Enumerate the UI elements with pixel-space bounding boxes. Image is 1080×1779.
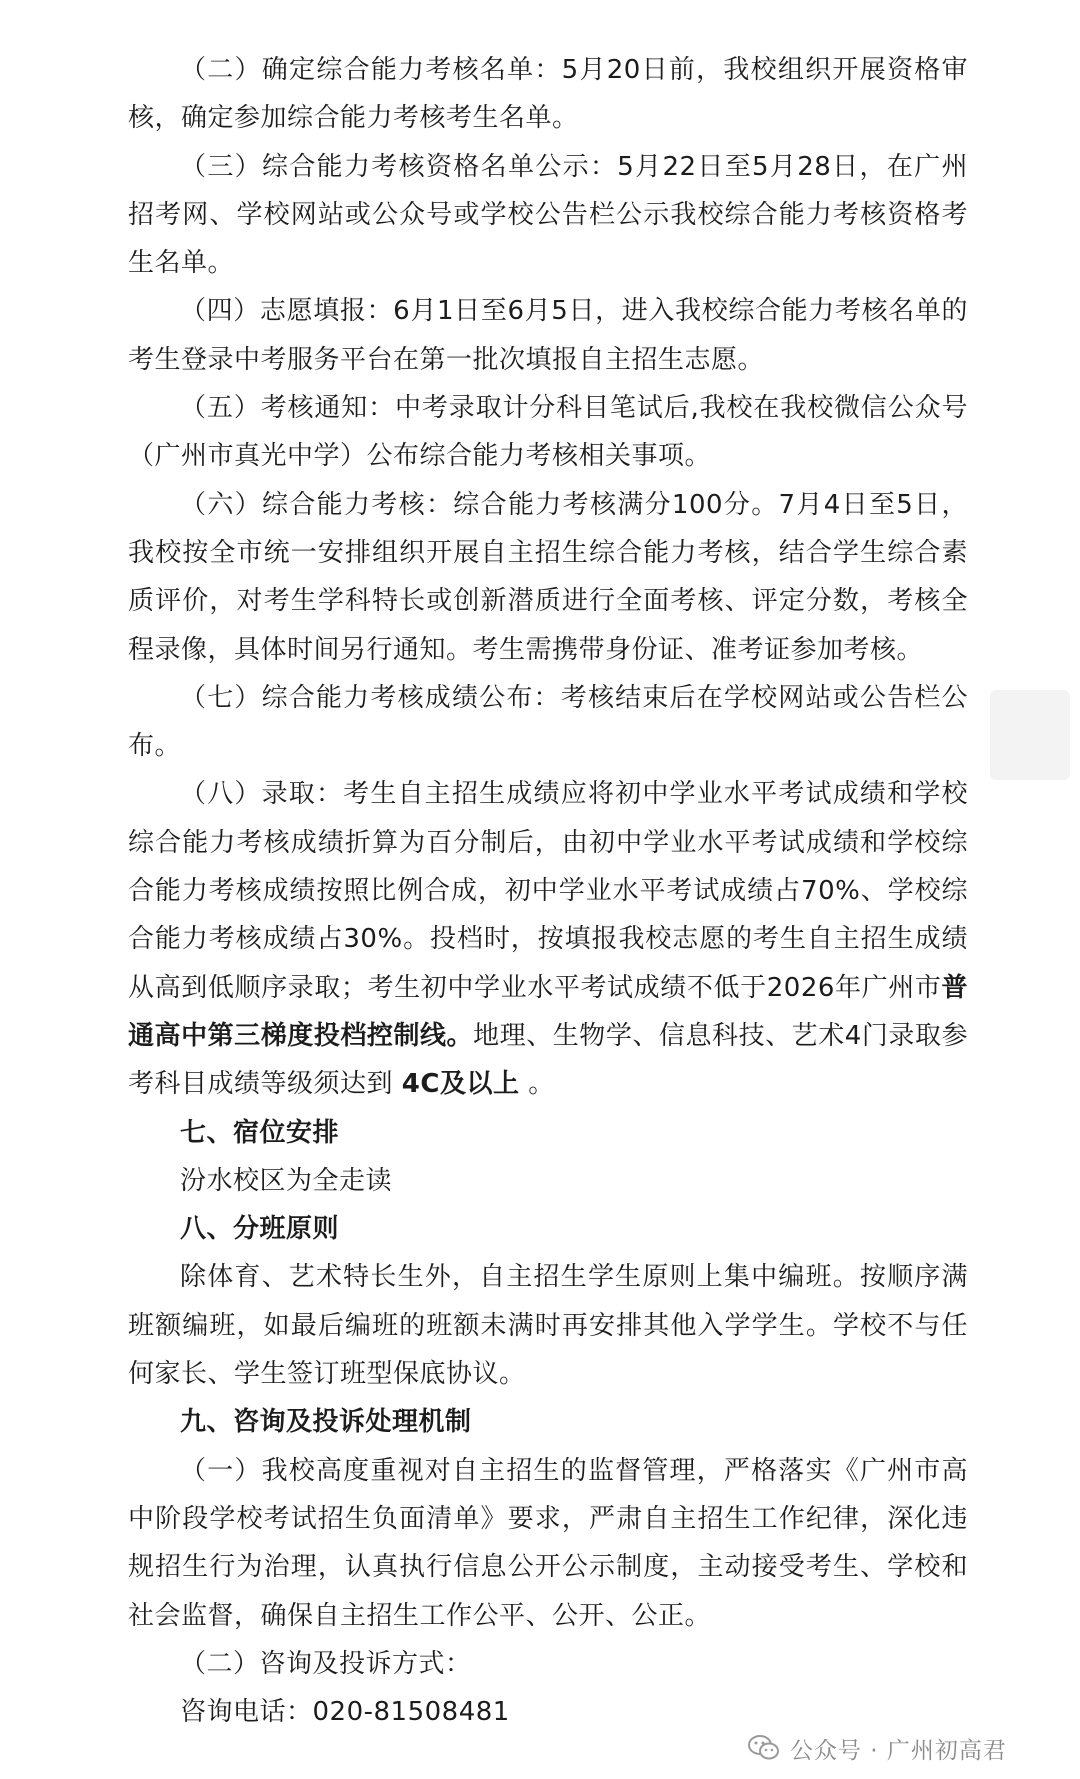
section-heading-accommodation: 七、宿位安排 — [180, 1117, 340, 1148]
paragraph-admission — [128, 770, 968, 1108]
admission-text-2: 地理、生物学、信息科技、艺术4门录取参考科目成绩等级须达到 — [128, 1020, 968, 1100]
section-heading-class-division: 八、分班原则 — [180, 1214, 340, 1245]
watermark-text: 公众号 · 广州初高君 — [790, 1737, 1007, 1764]
edge-artifact — [990, 690, 1070, 780]
section-body-contact-methods: （二）咨询及投诉方式： — [180, 1648, 472, 1679]
paragraph-assessment-notice: （五）考核通知：中考录取计分科目笔试后,我校在我校微信公众号（广州市真光中学）公布综合能力考核相关事项。 — [128, 393, 968, 472]
wechat-official-account-icon — [748, 1735, 780, 1761]
admission-text-1: （八）录取：考生自主招生成绩应将初中学业水平考试成绩和学校综合能力考核成绩折算为百分制后，由初中学业水平考试成绩和学校综合能力考核成绩按照比例合成，初中学业水平考试成绩占70%、学校综合能力考核成绩占30%。投档时，按填报我校志愿的考生自主招生成绩从高到低顺序录取；考生初中学业水平考试成绩不低于2026年广州市 — [128, 779, 968, 1003]
watermark — [748, 1730, 1007, 1766]
admission-control-line: 普通高中第三梯度投档控制线。 — [128, 972, 968, 1051]
section-heading-complaints: 九、咨询及投诉处理机制 — [180, 1407, 472, 1438]
paragraph-results-release: （七）综合能力考核成绩公布：考核结束后在学校网站或公告栏公布。 — [128, 682, 968, 762]
admission-text-3: 。 — [519, 1069, 555, 1100]
section-body-accommodation: 汾水校区为全走读 — [180, 1165, 393, 1196]
paragraph-qualification-review: （二）确定综合能力考核名单：5月20日前，我校组织开展资格审核，确定参加综合能力考核考生名单。 — [128, 55, 968, 134]
document-body — [128, 46, 968, 1736]
contact-phone: 咨询电话：020-81508481 — [180, 1697, 510, 1728]
paragraph-application-filling: （四）志愿填报：6月1日至6月5日，进入我校综合能力考核名单的考生登录中考服务平台在第一批次填报自主招生志愿。 — [128, 296, 968, 375]
section-body-supervision: （一）我校高度重视对自主招生的监督管理，严格落实《广州市高中阶段学校考试招生负面清单》要求，严肃自主招生工作纪律，深化违规招生行为治理，认真执行信息公开公示制度，主动接受考生、学校和社会监督，确保自主招生工作公平、公开、公正。 — [128, 1455, 968, 1631]
admission-grade-requirement: 4C及以上 — [401, 1069, 520, 1100]
paragraph-list-publicity: （三）综合能力考核资格名单公示：5月22日至5月28日，在广州招考网、学校网站或公众号或学校公告栏公示我校综合能力考核资格考生名单。 — [128, 151, 968, 279]
section-body-class-division: 除体育、艺术特长生外，自主招生学生原则上集中编班。按顺序满班额编班，如最后编班的班额未满时再安排其他入学学生。学校不与任何家长、学生签订班型保底协议。 — [128, 1262, 968, 1390]
paragraph-assessment: （六）综合能力考核：综合能力考核满分100分。7月4日至5日，我校按全市统一安排组织开展自主招生综合能力考核，结合学生综合素质评价，对考生学科特长或创新潜质进行全面考核、评定分数，考核全程录像，具体时间另行通知。考生需携带身份证、准考证参加考核。 — [128, 489, 968, 665]
